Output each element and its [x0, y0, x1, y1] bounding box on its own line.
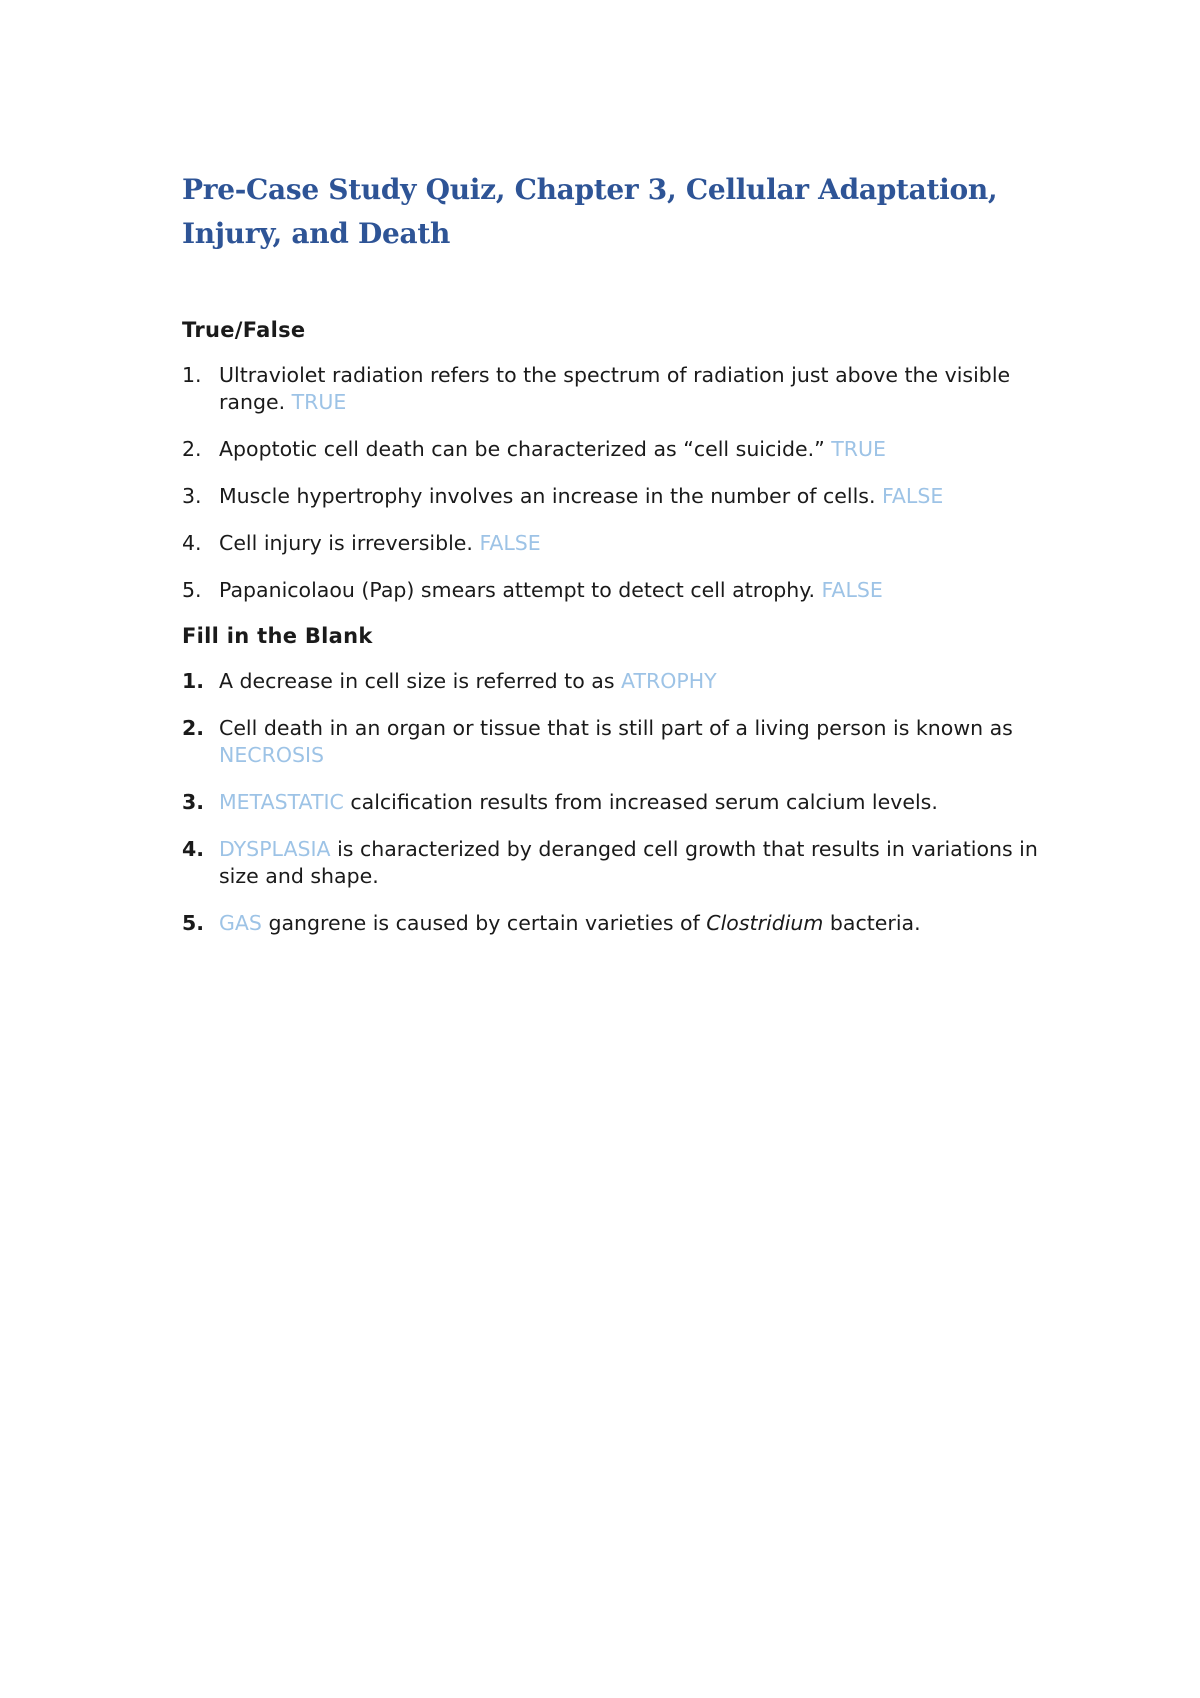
question-text: Muscle hypertrophy involves an increase in the number of cells. — [219, 484, 882, 508]
question-text-before: A decrease in cell size is referred to as — [219, 669, 622, 693]
list-item — [182, 436, 1062, 463]
question-text-after: calcification results from increased serum calcium levels. — [343, 790, 938, 814]
quiz-content — [182, 316, 1062, 957]
question-text-after: gangrene is caused by certain varieties of — [261, 911, 707, 935]
list-item — [182, 577, 1062, 604]
item-number: 5. — [182, 578, 202, 602]
item-number: 3. — [182, 790, 205, 814]
item-number: 2. — [182, 716, 205, 740]
question-text: Papanicolaou (Pap) smears attempt to detect cell atrophy. — [219, 578, 822, 602]
list-item — [182, 362, 1062, 416]
question-text-before: Cell death in an organ or tissue that is still part of a living person is known as — [219, 716, 1013, 740]
true-false-list — [182, 362, 1062, 604]
answer-text: FALSE — [821, 578, 883, 602]
item-number: 1. — [182, 669, 205, 693]
list-item — [182, 668, 1062, 695]
question-text: Apoptotic cell death can be characterized as “cell suicide.” — [219, 437, 832, 461]
answer-text: NECROSIS — [219, 743, 325, 767]
question-text: Ultraviolet radiation refers to the spectrum of radiation just above the visible range. — [219, 363, 1011, 414]
answer-text: TRUE — [831, 437, 886, 461]
answer-text: TRUE — [291, 390, 347, 414]
answer-text: ATROPHY — [621, 669, 717, 693]
genus-name: Clostridium — [706, 911, 824, 935]
list-item — [182, 483, 1062, 510]
answer-text: FALSE — [479, 531, 541, 555]
page-title: Pre-Case Study Quiz, Chapter 3, Cellular Adaptation, Injury, and Death — [182, 173, 998, 250]
list-item — [182, 715, 1062, 769]
answer-text: DYSPLASIA — [219, 837, 331, 861]
list-item — [182, 836, 1062, 890]
item-number: 2. — [182, 437, 202, 461]
item-number: 3. — [182, 484, 202, 508]
answer-text: GAS — [219, 911, 262, 935]
fill-in-the-blank-list — [182, 668, 1062, 937]
question-text-after: is characterized by deranged cell growth that results in variations in size and shape. — [219, 837, 1038, 888]
answer-text: FALSE — [882, 484, 944, 508]
question-text: Cell injury is irreversible. — [219, 531, 480, 555]
question-text-end: bacteria. — [823, 911, 921, 935]
item-number: 4. — [182, 531, 202, 555]
list-item — [182, 910, 1062, 937]
list-item — [182, 789, 1062, 816]
section-heading-true-false: True/False — [182, 318, 306, 342]
list-item — [182, 530, 1062, 557]
section-heading-fill-in-the-blank: Fill in the Blank — [182, 624, 373, 648]
answer-text: METASTATIC — [219, 790, 344, 814]
item-number: 4. — [182, 837, 205, 861]
item-number: 5. — [182, 911, 205, 935]
item-number: 1. — [182, 363, 202, 387]
